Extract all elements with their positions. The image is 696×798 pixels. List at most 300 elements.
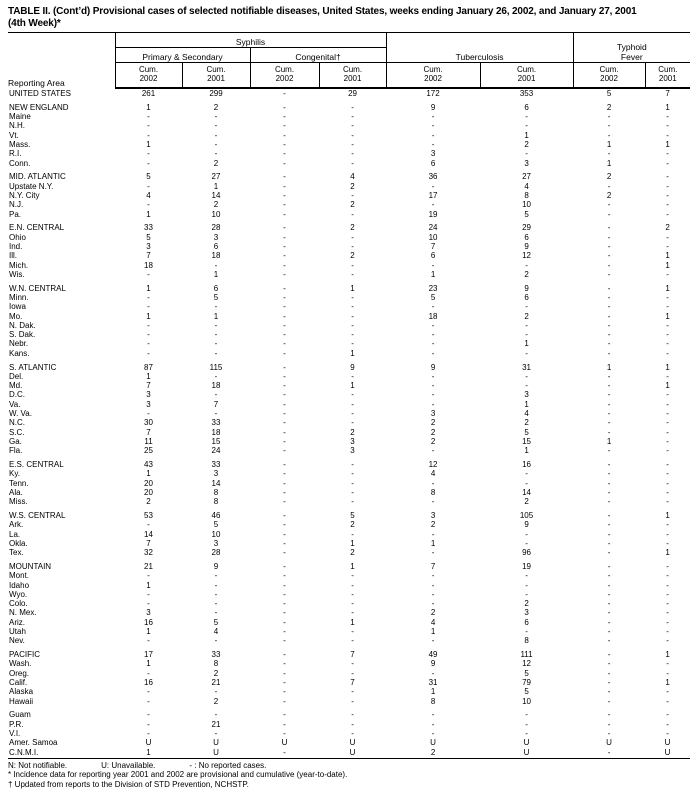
value-cell: - [525, 469, 528, 479]
table-row [8, 159, 690, 168]
value-cell: - [431, 381, 435, 391]
value-cell: 5 [524, 687, 529, 697]
value-cell: - [666, 339, 669, 349]
legend-unavailable: U: Unavailable. [101, 760, 156, 770]
reporting-area-cell: Conn. [9, 158, 31, 168]
table-row [8, 131, 690, 140]
value-cell: 1 [665, 650, 670, 660]
value-cell: 7 [350, 678, 355, 688]
value-cell: - [431, 446, 435, 456]
value-cell: - [666, 627, 669, 637]
value-cell: U [430, 738, 436, 748]
value-cell: - [214, 608, 218, 618]
value-cell: 18 [211, 381, 221, 391]
table-row [8, 418, 690, 427]
value-cell: - [666, 390, 669, 400]
value-cell: 5 [213, 617, 219, 627]
value-cell: - [431, 580, 435, 590]
value-cell: - [607, 283, 611, 293]
reporting-area-cell: UNITED STATES [9, 88, 71, 98]
reporting-area-cell: Ky. [9, 469, 20, 479]
table-row [8, 191, 690, 200]
value-cell: 1 [606, 139, 612, 149]
value-cell: - [351, 696, 354, 706]
value-cell: 29 [348, 89, 357, 98]
value-cell: 1 [146, 209, 151, 219]
value-cell: - [607, 497, 611, 507]
value-cell: - [351, 589, 354, 599]
value-cell: - [431, 330, 435, 340]
value-cell: - [283, 478, 286, 488]
value-cell: U [182, 748, 250, 759]
reporting-area-cell: S. ATLANTIC [9, 362, 57, 372]
value-cell: - [431, 121, 435, 131]
value-cell: - [283, 608, 286, 618]
value-cell: - [607, 561, 611, 571]
value-cell: - [214, 139, 218, 149]
value-cell: 172 [426, 89, 440, 98]
value-cell: 25 [144, 446, 153, 456]
table-row [8, 279, 690, 293]
reporting-area-cell: W.S. CENTRAL [9, 510, 66, 520]
value-cell: 8 [430, 696, 436, 706]
syphilis-group-header: Syphilis [115, 33, 386, 48]
value-cell: - [607, 390, 611, 400]
value-cell: - [351, 409, 354, 418]
value-cell: - [607, 487, 611, 497]
value-cell: - [283, 548, 286, 558]
value-cell: - [351, 478, 354, 488]
value-cell: 2 [524, 139, 529, 149]
footnote-star: * Incidence data for reporting year 2001 and 2002 are provisional and cumulative (year-to-date). [8, 770, 348, 780]
value-cell: 17 [428, 190, 438, 200]
value-cell: - [431, 599, 435, 609]
reporting-area-cell: Nebr. [9, 339, 29, 349]
value-cell: - [525, 478, 528, 488]
value-cell: - [607, 627, 611, 637]
value-cell: - [666, 371, 669, 381]
value-cell: 3 [524, 608, 529, 618]
value-cell: 2 [430, 418, 436, 428]
value-cell: - [431, 729, 435, 738]
table-row [8, 548, 690, 557]
value-cell: - [283, 678, 286, 688]
value-cell: 12 [428, 459, 438, 469]
value-cell: 7 [146, 381, 151, 391]
value-cell: - [607, 427, 611, 437]
value-cell: - [351, 112, 354, 122]
value-cell: 1 [606, 436, 612, 446]
table-row [8, 358, 690, 372]
value-cell: - [283, 696, 286, 706]
value-cell: - [666, 409, 669, 418]
value-cell: - [607, 469, 611, 479]
value-cell: - [283, 650, 286, 660]
table-row [8, 242, 690, 251]
reporting-area-cell: Vt. [9, 130, 19, 140]
value-cell: - [283, 668, 286, 678]
value-cell: - [283, 130, 286, 140]
table-row [8, 539, 690, 548]
footnote-dagger: † Updated from reports to the Division of STD Prevention, NCHSTP. [8, 780, 249, 790]
value-cell: 3 [524, 158, 529, 168]
value-cell: 1 [350, 538, 355, 548]
value-cell: - [607, 520, 611, 530]
reporting-area-cell: Alaska [9, 687, 34, 697]
reporting-area-cell: N. Dak. [9, 320, 36, 330]
value-cell: 43 [144, 459, 153, 469]
table-row [8, 428, 690, 437]
value-cell: - [525, 371, 528, 381]
value-cell: 9 [524, 283, 529, 293]
value-cell: U [319, 748, 386, 759]
value-cell: - [283, 436, 286, 446]
value-cell: - [607, 241, 611, 251]
reporting-area-cell: MID. ATLANTIC [9, 172, 66, 182]
value-cell: - [666, 348, 669, 358]
value-cell: - [607, 200, 611, 210]
value-cell: - [666, 232, 669, 242]
value-cell: - [351, 459, 354, 469]
table-row [8, 330, 690, 339]
value-cell: - [431, 571, 435, 581]
value-cell: 5 [524, 427, 529, 437]
value-cell: - [283, 469, 286, 479]
table-row [8, 168, 690, 182]
table-title-line1: TABLE II. (Cont’d) Provisional cases of selected notifiable diseases, United States, weeks ending January 26, 2002, and January 27, 2001 [8, 6, 637, 17]
value-cell: - [351, 241, 354, 251]
value-cell: - [214, 130, 218, 140]
value-cell: - [147, 158, 150, 168]
table-row [8, 738, 690, 747]
value-cell: - [666, 436, 669, 446]
value-cell: - [283, 390, 286, 400]
value-cell: 5 [213, 520, 219, 530]
value-cell: - [147, 710, 150, 720]
disease-table [8, 32, 690, 759]
value-cell: - [214, 599, 218, 609]
value-cell: 1 [146, 102, 151, 112]
table-row [8, 349, 690, 358]
value-cell: - [214, 710, 218, 720]
value-cell: - [147, 409, 150, 418]
value-cell: 3 [430, 409, 436, 418]
value-cell: - [351, 232, 354, 242]
value-cell: - [666, 418, 669, 428]
value-cell: - [666, 710, 669, 720]
value-cell: 9 [524, 241, 529, 251]
value-cell: - [147, 636, 150, 646]
value-cell: 5 [146, 232, 151, 242]
value-cell: 1 [350, 381, 355, 391]
value-cell: - [351, 599, 354, 609]
value-cell: - [525, 302, 528, 312]
value-cell: 8 [213, 659, 219, 669]
table-row [8, 293, 690, 302]
value-cell: - [351, 190, 354, 200]
table-row [8, 270, 690, 279]
reporting-area-cell: Calif. [9, 678, 28, 688]
value-cell: 2 [524, 497, 529, 507]
value-cell: 1 [146, 659, 151, 669]
value-cell: - [147, 269, 150, 279]
table-row [8, 251, 690, 260]
value-cell: - [607, 710, 611, 720]
reporting-area-cell: W.N. CENTRAL [9, 283, 66, 293]
table-row [8, 372, 690, 381]
value-cell: 1 [430, 627, 436, 637]
value-cell: 5 [430, 292, 436, 302]
value-cell: - [351, 311, 354, 321]
value-cell: 8 [213, 497, 219, 507]
value-cell: - [283, 529, 286, 539]
cum-column-header: Cum. 2002 [573, 63, 645, 89]
value-cell: - [214, 409, 218, 418]
value-cell: - [283, 371, 286, 381]
value-cell: - [283, 589, 286, 599]
value-cell: - [666, 209, 669, 219]
reporting-area-cell: E.N. CENTRAL [9, 223, 65, 233]
value-cell: - [351, 497, 354, 507]
value-cell: - [283, 659, 286, 669]
value-cell: 2 [524, 418, 529, 428]
table-title-line2: (4th Week)* [8, 17, 61, 29]
reporting-area-cell: P.R. [9, 719, 24, 729]
reporting-area-cell: N.H. [9, 121, 25, 131]
value-cell: 6 [524, 617, 529, 627]
value-cell: - [351, 687, 354, 697]
reporting-area-cell: Upstate N.Y. [9, 181, 54, 191]
value-cell: - [607, 571, 611, 581]
value-cell: 1 [430, 269, 436, 279]
value-cell: 5 [524, 209, 529, 219]
value-cell: 33 [211, 650, 221, 660]
value-cell: 2 [350, 223, 355, 233]
value-cell: - [351, 209, 354, 219]
value-cell: 12 [522, 659, 531, 669]
reporting-area-cell: Tex. [9, 548, 24, 558]
value-cell: - [666, 696, 669, 706]
reporting-area-cell: PACIFIC [9, 650, 40, 660]
value-cell: - [283, 729, 286, 738]
value-cell: - [607, 311, 611, 321]
value-cell: 1 [665, 251, 670, 261]
value-cell: - [607, 302, 611, 312]
value-cell: - [147, 302, 150, 312]
value-cell: 2 [213, 696, 219, 706]
reporting-area-cell: Mont. [9, 571, 30, 581]
value-cell: 3 [146, 399, 151, 409]
reporting-area-cell: V.I. [9, 729, 21, 738]
value-cell: 14 [211, 190, 221, 200]
value-cell: - [431, 548, 435, 558]
value-cell: 1 [115, 748, 182, 759]
value-cell: 6 [213, 283, 219, 293]
tuberculosis-group-header: Tuberculosis [386, 33, 573, 63]
table-row [8, 687, 690, 696]
value-cell: - [351, 580, 354, 590]
value-cell: - [283, 149, 286, 159]
table-row [8, 409, 690, 418]
value-cell: U [480, 748, 573, 759]
value-cell: - [147, 112, 150, 122]
value-cell: 111 [520, 650, 533, 660]
value-cell: - [607, 209, 611, 219]
value-cell: - [214, 348, 218, 358]
value-cell: 2 [606, 172, 612, 182]
value-cell: - [283, 339, 286, 349]
table-row [8, 140, 690, 149]
value-cell: - [525, 260, 528, 270]
value-cell: - [431, 589, 435, 599]
table-row [8, 381, 690, 390]
value-cell: - [351, 668, 354, 678]
value-cell: 1 [665, 260, 670, 270]
value-cell: - [351, 102, 354, 112]
table-row [8, 98, 690, 112]
value-cell: 7 [350, 650, 355, 660]
value-cell: - [283, 627, 286, 637]
value-cell: 7 [146, 251, 151, 261]
value-cell: - [431, 478, 435, 488]
value-cell: 28 [211, 223, 221, 233]
value-cell: 18 [211, 251, 221, 261]
value-cell: - [666, 580, 669, 590]
table-row [8, 390, 690, 399]
value-cell: - [607, 112, 611, 122]
value-cell: - [283, 687, 286, 697]
reporting-area-cell: MOUNTAIN [9, 561, 52, 571]
value-cell: - [607, 459, 611, 469]
value-cell: - [607, 580, 611, 590]
value-cell: - [607, 181, 611, 191]
value-cell: - [351, 292, 354, 302]
reporting-area-cell: Idaho [9, 580, 30, 590]
value-cell: 299 [209, 89, 223, 98]
value-cell: 8 [524, 636, 529, 646]
value-cell: - [607, 589, 611, 599]
value-cell: 12 [522, 251, 531, 261]
value-cell: - [351, 710, 354, 720]
value-cell: - [666, 446, 669, 456]
value-cell: 7 [430, 561, 436, 571]
table-row [8, 636, 690, 645]
value-cell: - [283, 232, 286, 242]
value-cell: 2 [524, 599, 529, 609]
value-cell: - [431, 339, 435, 349]
value-cell: - [607, 130, 611, 140]
value-cell: - [573, 748, 645, 759]
typhoid-group-header [573, 33, 690, 63]
reporting-area-cell: Ariz. [9, 617, 25, 627]
value-cell: 20 [144, 487, 153, 497]
value-cell: 2 [524, 269, 529, 279]
value-cell: - [666, 292, 669, 302]
value-cell: 14 [211, 478, 221, 488]
table-row [8, 590, 690, 599]
table-row [8, 669, 690, 678]
value-cell: 3 [146, 390, 151, 400]
value-cell: - [666, 478, 669, 488]
value-cell: 1 [524, 339, 529, 349]
value-cell: - [666, 571, 669, 581]
table-row [8, 497, 690, 506]
table-row [8, 437, 690, 446]
table-row [8, 302, 690, 311]
reporting-area-cell: Ohio [9, 232, 26, 242]
value-cell: - [525, 330, 528, 340]
table-row [8, 618, 690, 627]
value-cell: 3 [213, 469, 219, 479]
value-cell: 2 [524, 311, 529, 321]
value-cell: - [283, 209, 286, 219]
reporting-area-cell: Fla. [9, 446, 23, 456]
value-cell: 2 [350, 251, 355, 261]
value-cell: - [147, 149, 150, 159]
value-cell: - [283, 112, 286, 122]
value-cell: 1 [213, 181, 219, 191]
cum-column-header: Cum. 2001 [182, 63, 250, 89]
value-cell: 33 [211, 459, 221, 469]
value-cell: - [351, 158, 354, 168]
reporting-area-cell: Oreg. [9, 668, 30, 678]
value-cell: 2 [430, 608, 436, 618]
table-row [8, 469, 690, 478]
value-cell: - [607, 149, 611, 159]
value-cell: 1 [524, 399, 529, 409]
value-cell: - [147, 348, 150, 358]
value-cell: - [283, 102, 286, 112]
table-row [8, 479, 690, 488]
value-cell: - [351, 121, 354, 131]
value-cell: 21 [211, 719, 221, 729]
value-cell: 3 [213, 232, 219, 242]
value-cell: 3 [524, 390, 529, 400]
value-cell: - [351, 418, 354, 428]
reporting-area-cell: S. Dak. [9, 330, 36, 340]
value-cell: - [147, 668, 150, 678]
value-cell: 6 [524, 292, 529, 302]
value-cell: 4 [350, 172, 355, 182]
value-cell: - [214, 330, 218, 340]
value-cell: - [147, 320, 150, 330]
table-row [8, 729, 690, 738]
cum-column-header: Cum. 2001 [480, 63, 573, 89]
value-cell: - [431, 348, 435, 358]
value-cell: - [607, 232, 611, 242]
value-cell: 9 [524, 520, 529, 530]
value-cell: - [283, 330, 286, 340]
legend-row [8, 761, 690, 771]
table-row [8, 748, 690, 759]
value-cell: - [351, 636, 354, 646]
value-cell: - [607, 381, 611, 391]
value-cell: 4 [213, 627, 219, 637]
value-cell: 2 [386, 748, 480, 759]
value-cell: - [283, 520, 286, 530]
value-cell: 2 [430, 436, 436, 446]
cum-column-header: Cum. 2001 [319, 63, 386, 89]
value-cell: 5 [146, 172, 151, 182]
value-cell: - [525, 627, 528, 637]
table-row [8, 720, 690, 729]
value-cell: 2 [213, 102, 219, 112]
value-cell: - [666, 200, 669, 210]
reporting-area-cell: Hawaii [9, 696, 34, 706]
footnotes [8, 761, 690, 790]
value-cell: - [351, 139, 354, 149]
value-cell: 3 [146, 608, 151, 618]
